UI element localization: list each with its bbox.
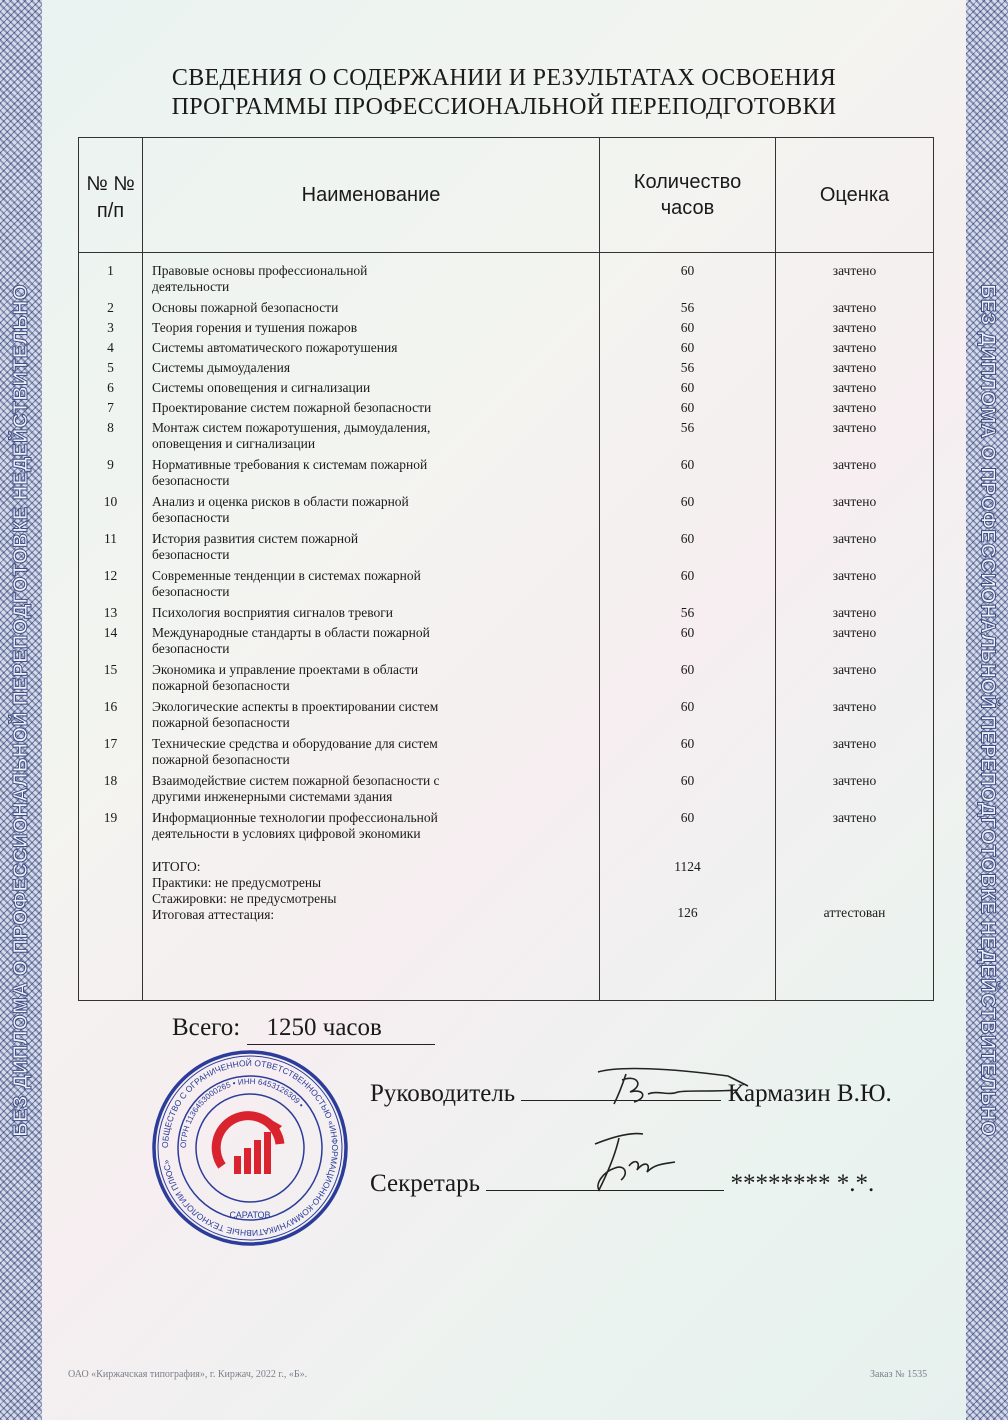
- row-name: [143, 400, 599, 420]
- program-table: [78, 137, 934, 1001]
- row-hours: 60: [680, 263, 695, 278]
- row-grade: зачтено: [832, 568, 877, 583]
- row-hours: 60: [680, 736, 695, 751]
- row-hours: 56: [680, 360, 695, 375]
- row-number: 2: [107, 300, 114, 315]
- total-value: 1250 часов: [247, 1014, 435, 1045]
- row-name-line-2: безопасности: [152, 641, 230, 656]
- row-grade: зачтено: [832, 531, 877, 546]
- row-grade: зачтено: [832, 662, 877, 677]
- summary-hours: [600, 859, 775, 921]
- seal-outer-text: ОБЩЕСТВО С ОГРАНИЧЕННОЙ ОТВЕТСТВЕННОСТЬЮ «ИНФОРМАЦИОННО-КОММУНИКАТИВНЫЕ ТЕХНОЛОГИИ ПЛЮС»: [159, 1057, 341, 1239]
- row-name: [143, 420, 599, 457]
- row-number: 12: [103, 568, 118, 583]
- row-number: 5: [107, 360, 114, 375]
- row-name: [143, 320, 599, 340]
- row-hours: 60: [680, 773, 695, 788]
- column-num: [79, 253, 143, 1001]
- row-number: 3: [107, 320, 114, 335]
- summary-attestation-grade: аттестован: [823, 905, 886, 920]
- row-name-line-1: Основы пожарной безопасности: [152, 300, 339, 315]
- row-grade: зачтено: [832, 400, 877, 415]
- row-name-line-2: пожарной безопасности: [152, 715, 290, 730]
- summary-grade: [776, 859, 933, 921]
- row-name-line-1: Системы автоматического пожаротушения: [152, 340, 398, 355]
- right-border: [966, 0, 1008, 1420]
- left-border-text: БЕЗ ДИПЛОМА О ПРОФЕССИОНАЛЬНОЙ ПЕРЕПОДГОТОВКЕ НЕДЕЙСТВИТЕЛЬНО: [9, 283, 32, 1137]
- row-name-line-1: Технические средства и оборудование для систем: [152, 736, 438, 751]
- summary-itogo-hours: 1124: [674, 859, 701, 874]
- row-grade: зачтено: [832, 457, 877, 472]
- row-name-line-1: Современные тенденции в системах пожарной: [152, 568, 421, 583]
- summary-block: [143, 859, 599, 923]
- row-hours: 60: [680, 662, 695, 677]
- row-hours: 56: [680, 300, 695, 315]
- summary-itogo-label: ИТОГО:: [152, 859, 201, 874]
- row-name-line-2: деятельности: [152, 279, 230, 294]
- row-name-line-2: пожарной безопасности: [152, 678, 290, 693]
- row-name-line-1: История развития систем пожарной: [152, 531, 359, 546]
- row-number: 14: [103, 625, 118, 640]
- header-grade: Оценка: [776, 138, 934, 253]
- row-number: 13: [103, 605, 118, 620]
- head-name: Кармазин В.Ю.: [727, 1080, 892, 1107]
- row-name-line-1: Монтаж систем пожаротушения, дымоудаления,: [152, 420, 431, 435]
- row-name-line-2: деятельности в условиях цифровой экономики: [152, 826, 421, 841]
- seal-logo-icon: [216, 1116, 282, 1174]
- secretary-label: Секретарь: [370, 1170, 481, 1197]
- row-name-line-1: Анализ и оценка рисков в области пожарной: [152, 494, 409, 509]
- document-title: [0, 64, 1008, 122]
- row-name: [143, 625, 599, 662]
- row-grade: зачтено: [832, 625, 877, 640]
- row-name-line-1: Нормативные требования к системам пожарной: [152, 457, 428, 472]
- title-line-2: ПРОГРАММЫ ПРОФЕССИОНАЛЬНОЙ ПЕРЕПОДГОТОВКИ: [171, 94, 837, 120]
- left-border: [0, 0, 42, 1420]
- row-name-line-1: Теория горения и тушения пожаров: [152, 320, 358, 335]
- row-name: [143, 360, 599, 380]
- row-number: 4: [107, 340, 114, 355]
- row-name-line-1: Экологические аспекты в проектировании систем: [152, 699, 439, 714]
- row-hours: 60: [680, 568, 695, 583]
- row-grade: зачтено: [832, 810, 877, 825]
- row-name-line-1: Международные стандарты в области пожарной: [152, 625, 430, 640]
- row-grade: зачтено: [832, 300, 877, 315]
- row-number: 18: [103, 773, 118, 788]
- row-name: [143, 263, 599, 300]
- row-name: [143, 773, 599, 810]
- row-number: 10: [103, 494, 118, 509]
- row-hours: 60: [680, 457, 695, 472]
- row-name-line-2: другими инженерными системами здания: [152, 789, 393, 804]
- row-number: 17: [103, 736, 118, 751]
- row-grade: зачтено: [832, 360, 877, 375]
- row-hours: 60: [680, 320, 695, 335]
- printer-note: ОАО «Киржачская типография», г. Киржач, 2022 г., «Б».: [68, 1369, 308, 1380]
- column-grade: [776, 253, 934, 1001]
- column-hours: [600, 253, 776, 1001]
- head-signature-icon: [578, 1064, 753, 1114]
- row-number: 19: [103, 810, 118, 825]
- row-name-line-2: безопасности: [152, 510, 230, 525]
- right-border-text: БЕЗ ДИПЛОМА О ПРОФЕССИОНАЛЬНОЙ ПЕРЕПОДГОТОВКЕ НЕДЕЙСТВИТЕЛЬНО: [976, 283, 999, 1137]
- order-note: Заказ № 1535: [870, 1369, 928, 1380]
- row-name: [143, 662, 599, 699]
- row-name: [143, 531, 599, 568]
- row-number: 6: [107, 380, 114, 395]
- seal-inner-text: ОГРН 1136453000265 • ИНН 6453126309 •: [178, 1076, 306, 1149]
- row-name-line-1: Проектирование систем пожарной безопасности: [152, 400, 432, 415]
- row-grade: зачтено: [832, 736, 877, 751]
- row-name: [143, 340, 599, 360]
- row-grade: зачтено: [832, 380, 877, 395]
- row-name-line-1: Психология восприятия сигналов тревоги: [152, 605, 394, 620]
- row-name-line-2: безопасности: [152, 547, 230, 562]
- row-hours: 60: [680, 699, 695, 714]
- row-number: 15: [103, 662, 118, 677]
- row-grade: зачтено: [832, 773, 877, 788]
- row-number: 11: [104, 531, 117, 546]
- row-name-line-1: Экономика и управление проектами в области: [152, 662, 419, 677]
- row-hours: 60: [680, 494, 695, 509]
- header-name: Наименование: [143, 138, 600, 253]
- row-hours: 60: [680, 380, 695, 395]
- header-hours: Количество часов: [600, 138, 776, 253]
- row-number: 16: [103, 699, 118, 714]
- row-name: [143, 457, 599, 494]
- row-name-line-2: безопасности: [152, 584, 230, 599]
- row-hours: 60: [680, 400, 695, 415]
- total-label: Всего:: [172, 1014, 241, 1041]
- row-grade: зачтено: [832, 420, 877, 435]
- header-num: № № п/п: [79, 138, 143, 253]
- column-name: [143, 253, 600, 1001]
- total-hours: [172, 1014, 435, 1045]
- title-line-1: СВЕДЕНИЯ О СОДЕРЖАНИИ И РЕЗУЛЬТАТАХ ОСВОЕНИЯ: [171, 65, 837, 91]
- row-number: 1: [107, 263, 114, 278]
- row-name-line-2: безопасности: [152, 473, 230, 488]
- row-name-line-2: оповещения и сигнализации: [152, 436, 316, 451]
- row-number: 8: [107, 420, 114, 435]
- organization-seal: [150, 1048, 350, 1248]
- row-grade: зачтено: [832, 699, 877, 714]
- row-number: 7: [107, 400, 114, 415]
- row-grade: зачтено: [832, 605, 877, 620]
- row-name-line-1: Взаимодействие систем пожарной безопасности с: [152, 773, 440, 788]
- row-name: [143, 810, 599, 847]
- row-name: [143, 736, 599, 773]
- row-hours: 60: [680, 531, 695, 546]
- row-name: [143, 300, 599, 320]
- summary-internship: Стажировки: не предусмотрены: [152, 891, 337, 906]
- row-name: [143, 380, 599, 400]
- row-hours: 60: [680, 340, 695, 355]
- row-grade: зачтено: [832, 320, 877, 335]
- row-hours: 56: [680, 605, 695, 620]
- row-name-line-2: пожарной безопасности: [152, 752, 290, 767]
- row-hours: 60: [680, 625, 695, 640]
- row-name: [143, 699, 599, 736]
- row-hours: 56: [680, 420, 695, 435]
- seal-city: САРАТОВ: [229, 1210, 271, 1220]
- table-header-row: [79, 138, 934, 253]
- row-name: [143, 494, 599, 531]
- summary-attestation-hours: 126: [677, 905, 698, 920]
- row-name-line-1: Системы дымоудаления: [152, 360, 291, 375]
- row-name: [143, 568, 599, 605]
- row-hours: 60: [680, 810, 695, 825]
- row-name-line-1: Системы оповещения и сигнализации: [152, 380, 371, 395]
- row-name-line-1: Правовые основы профессиональной: [152, 263, 368, 278]
- secretary-name: ******** *.*.: [730, 1170, 875, 1197]
- secretary-signature-icon: [585, 1128, 705, 1198]
- summary-practice: Практики: не предусмотрены: [152, 875, 322, 890]
- summary-attestation-label: Итоговая аттестация:: [152, 907, 275, 922]
- row-number: 9: [107, 457, 114, 472]
- head-label: Руководитель: [370, 1080, 516, 1107]
- row-grade: зачтено: [832, 340, 877, 355]
- row-grade: зачтено: [832, 494, 877, 509]
- row-name: [143, 605, 599, 625]
- row-name-line-1: Информационные технологии профессиональной: [152, 810, 438, 825]
- row-grade: зачтено: [832, 263, 877, 278]
